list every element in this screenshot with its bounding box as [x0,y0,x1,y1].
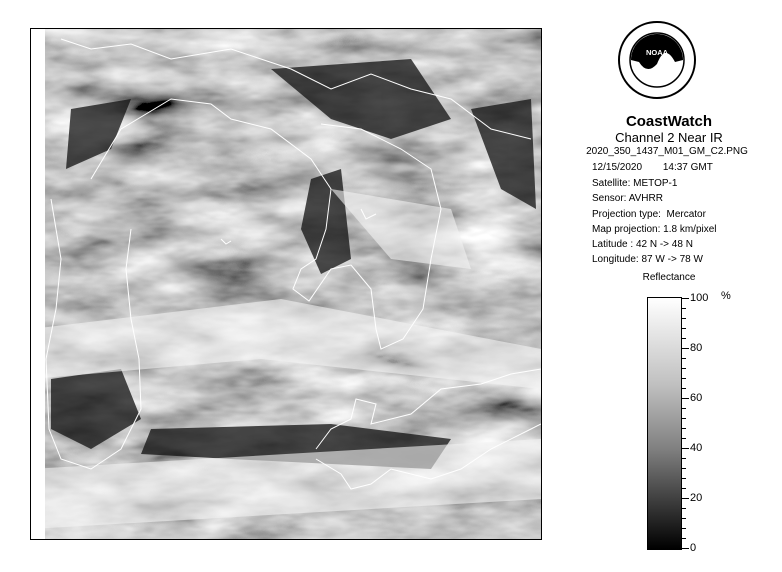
reflectance-colorbar [647,297,682,550]
date-time-line [592,162,731,173]
meta-value: METOP-1 [633,178,678,189]
colorbar-tick-label: 60 [690,392,703,404]
meta-value: 1.8 km/pixel [663,223,717,235]
colorbar-major-tick [682,548,689,549]
meta-label: Longitude: [592,254,639,266]
channel-subtitle: Channel 2 Near IR [615,130,723,145]
colorbar-tick-label: 20 [690,492,703,504]
colorbar-minor-tick [682,378,686,379]
meta-label: Projection type: [592,208,661,220]
colorbar-minor-tick [682,538,686,539]
colorbar-minor-tick [682,478,686,479]
colorbar-minor-tick [682,528,686,529]
meta-label: Map projection: [592,223,661,235]
colorbar-minor-tick [682,518,686,519]
colorbar-major-tick [682,298,689,299]
meta-row-sensor [592,191,717,206]
colorbar-minor-tick [682,408,686,409]
colorbar-minor-tick [682,418,686,419]
colorbar-major-tick [682,398,689,399]
colorbar-minor-tick [682,438,686,439]
colorbar-tick-label: 40 [690,442,703,454]
satellite-map[interactable] [30,28,542,540]
image-date: 12/15/2020 [592,162,643,173]
legend-unit: % [721,290,731,302]
colorbar-minor-tick [682,488,686,489]
meta-row-latitude [592,237,717,252]
colorbar-tick-label: 100 [690,292,709,304]
product-title: CoastWatch [625,113,713,130]
metadata-list [592,176,717,268]
meta-label: Latitude : [592,239,634,251]
colorbar-major-tick [682,448,689,449]
colorbar-minor-tick [682,428,686,429]
meta-value: 42 N -> 48 N [635,239,693,251]
colorbar-minor-tick [682,368,686,369]
colorbar-minor-tick [682,508,686,509]
meta-label: Sensor: [592,193,627,205]
meta-label: Satellite: [592,178,631,189]
meta-value: AVHRR [628,193,663,205]
colorbar-major-tick [682,498,689,499]
meta-row-projection-type [592,207,717,222]
colorbar-minor-tick [682,328,686,329]
meta-row-map-projection [592,222,717,237]
logo-center-text: NOAA [645,48,669,57]
colorbar-tick-label: 0 [690,542,697,554]
noaa-logo [617,17,697,108]
meta-value: Mercator [666,208,706,220]
legend-title: Reflectance [642,272,696,283]
no-data-strip [31,29,45,539]
meta-value: 87 W -> 78 W [641,254,703,266]
colorbar-minor-tick [682,388,686,389]
colorbar-minor-tick [682,458,686,459]
colorbar-minor-tick [682,308,686,309]
colorbar-tick-label: 80 [690,342,703,354]
noaa-logo-icon [617,17,697,103]
colorbar-minor-tick [682,468,686,469]
colorbar-minor-tick [682,318,686,319]
meta-row-satellite [592,176,717,191]
meta-row-longitude [592,252,717,267]
colorbar-minor-tick [682,358,686,359]
image-filename: 2020_350_1437_M01_GM_C2.PNG [586,146,748,157]
map-svg [31,29,541,539]
colorbar-major-tick [682,348,689,349]
image-time: 14:37 GMT [662,162,713,173]
colorbar-minor-tick [682,338,686,339]
